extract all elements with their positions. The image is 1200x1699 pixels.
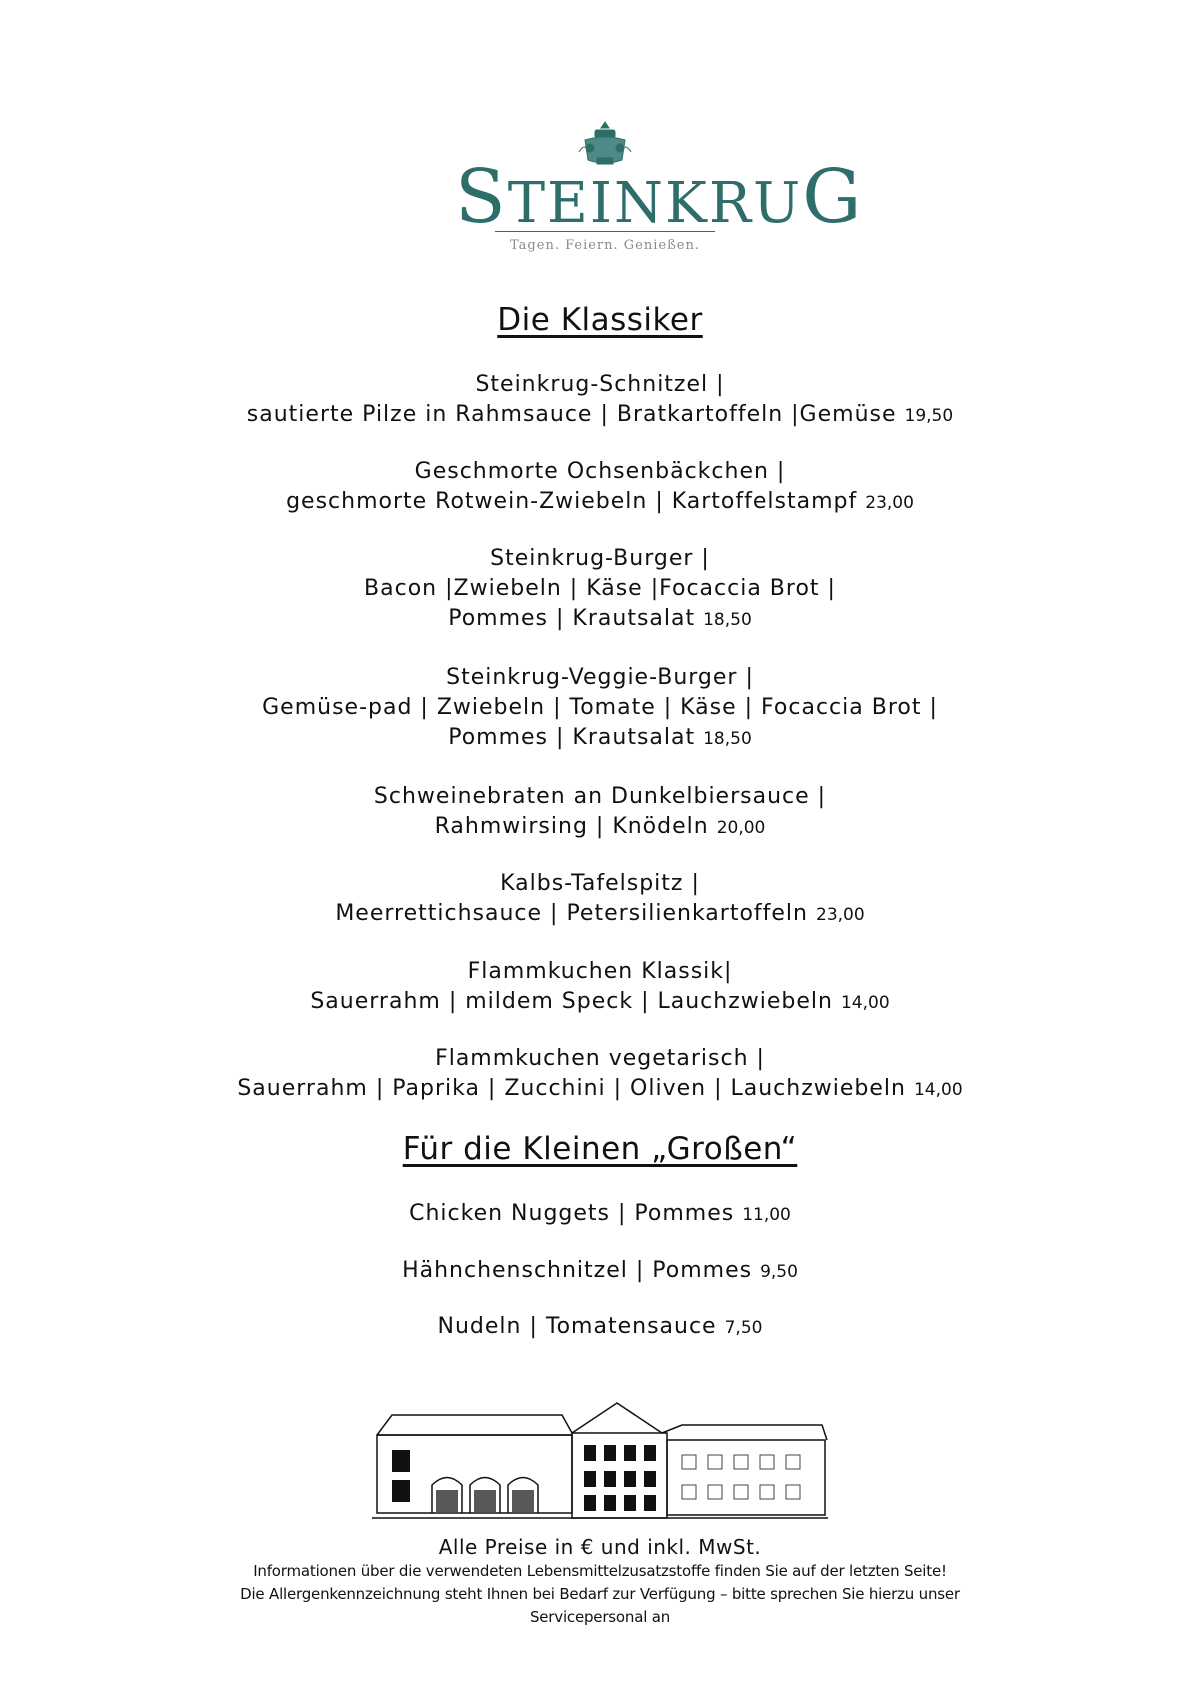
dish-item <box>150 544 1050 635</box>
dish-price: 11,00 <box>742 1205 791 1225</box>
dish-item <box>150 782 1050 843</box>
section-kinder <box>150 1127 1050 1171</box>
allergen-note: Die Allergenkennzeichnung steht Ihnen bei Bedarf zur Verfügung – bitte sprechen Sie hierzu unser <box>240 1585 960 1603</box>
dish-item <box>150 370 1050 431</box>
dish-price: 18,50 <box>703 729 752 749</box>
dish-name: Flammkuchen Klassik| <box>467 959 733 984</box>
dish-name: Kalbs-Tafelspitz | <box>500 871 700 896</box>
dish-price: 7,50 <box>724 1318 763 1338</box>
dish-name: Nudeln | Tomatensauce <box>437 1314 717 1339</box>
dish-description: sautierte Pilze in Rahmsauce | Bratkartoffeln |Gemüse <box>246 402 897 427</box>
dish-price: 14,00 <box>913 1080 963 1100</box>
dish-name: Steinkrug-Burger | <box>490 546 710 571</box>
dish-price: 23,00 <box>865 493 914 513</box>
dish-description: Pommes | Krautsalat <box>448 725 696 750</box>
dish-item <box>150 457 1050 518</box>
steinkrug-logo <box>455 118 864 258</box>
logo-divider <box>495 231 715 232</box>
dish-item <box>150 957 1050 1018</box>
dish-description: geschmorte Rotwein-Zwiebeln | Kartoffelstampf <box>286 489 858 514</box>
brand-name: STEINKRUG <box>455 154 864 240</box>
footer <box>100 1534 1100 1629</box>
brand-tagline: Tagen. Feiern. Genießen. <box>510 238 700 253</box>
dish-description: Rahmwirsing | Knödeln <box>434 814 709 839</box>
dish-price: 14,00 <box>840 993 890 1013</box>
dish-name: Geschmorte Ochsenbäckchen | <box>414 459 786 484</box>
prices-note: Alle Preise in € und inkl. MwSt. <box>438 1535 762 1559</box>
dish-name: Schweinebraten an Dunkelbiersauce | <box>373 784 827 809</box>
dish-description: Meerrettichsauce | Petersilienkartoffeln <box>335 901 808 926</box>
dish-item <box>150 1044 1050 1105</box>
section-title: Die Klassiker <box>497 302 703 338</box>
dish-price: 18,50 <box>703 610 752 630</box>
building-illustration <box>372 1395 828 1525</box>
dish-name: Chicken Nuggets | Pommes <box>409 1201 735 1226</box>
dish-price: 19,50 <box>904 406 954 426</box>
dish-description: Pommes | Krautsalat <box>448 606 696 631</box>
dish-price: 23,00 <box>816 905 865 925</box>
dish-item <box>150 1256 1050 1287</box>
dish-item <box>150 663 1050 754</box>
dish-item <box>150 1199 1050 1230</box>
dish-price: 9,50 <box>760 1262 798 1282</box>
dish-price: 20,00 <box>716 818 766 838</box>
dish-name: Steinkrug-Schnitzel | <box>475 372 725 397</box>
dish-description: Sauerrahm | mildem Speck | Lauchzwiebeln <box>310 989 833 1014</box>
dish-name: Steinkrug-Veggie-Burger | <box>446 665 754 690</box>
additives-note: Informationen über die verwendeten Lebensmittelzusatzstoffe finden Sie auf der letzten Seite! <box>253 1562 947 1580</box>
dish-item <box>150 1312 1050 1343</box>
dish-description: Gemüse-pad | Zwiebeln | Tomate | Käse | Focaccia Brot | <box>262 695 938 720</box>
section-klassiker <box>150 298 1050 342</box>
dish-description: Bacon |Zwiebeln | Käse |Focaccia Brot | <box>364 576 836 601</box>
allergen-note-end: Servicepersonal an <box>529 1608 671 1626</box>
dish-item <box>150 869 1050 930</box>
section-title: Für die Kleinen „Großen“ <box>402 1131 798 1167</box>
dish-name: Flammkuchen vegetarisch | <box>435 1046 765 1071</box>
dish-name: Hähnchenschnitzel | Pommes <box>402 1258 753 1283</box>
dish-description: Sauerrahm | Paprika | Zucchini | Oliven | Lauchzwiebeln <box>237 1076 906 1101</box>
